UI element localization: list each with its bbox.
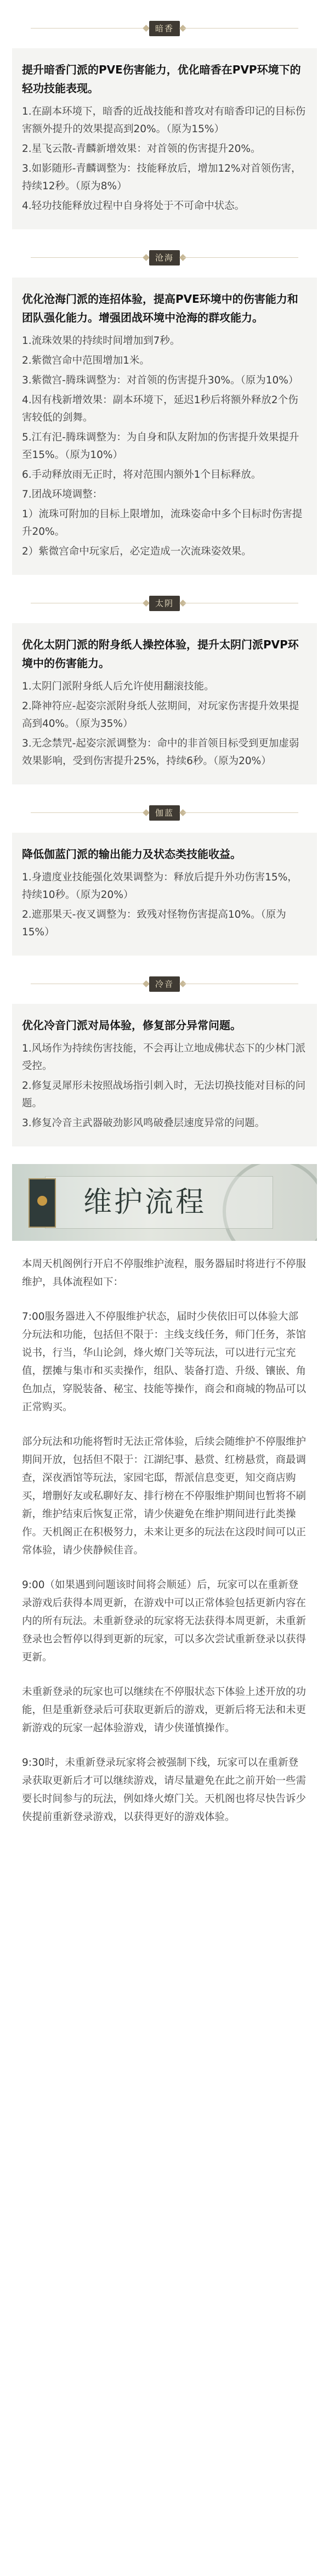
section-body <box>12 1004 317 1146</box>
section-title: 沧海 <box>149 250 180 265</box>
section-jialan <box>0 801 329 956</box>
diamond-ornament-icon <box>143 25 150 32</box>
seal-ornament-icon <box>29 1178 56 1228</box>
section-lead: 优化沧海门派的连招体验，提高PVE环境中的伤害能力和团队强化能力。增强团战环境中沧海的群攻能力。 <box>22 292 298 324</box>
section-header <box>0 246 329 270</box>
section-title: 太阴 <box>149 596 180 611</box>
change-item: 2.修复灵犀形未按照战场指引刺入时，无法切换技能对目标的问题。 <box>22 1080 306 1109</box>
change-item: 1）流珠可附加的目标上限增加，流珠姿命中多个目标时伤害提升20%。 <box>22 509 303 538</box>
notice-paragraph: 9:00（如果遇到问题该时间将会顺延）后，玩家可以在重新登录游戏后获得本周更新，在游戏中可以正常体验包括更新内容在内的所有玩法。未重新登录的玩家将无法获得本周更新，未重新登录也会暂停以得到更新的玩家，可以多次尝试重新登录以获得更新。 <box>22 1579 307 1663</box>
divider-line <box>183 812 298 813</box>
maintenance-notice <box>0 1241 329 1826</box>
section-body <box>12 833 317 956</box>
change-item: 4.轻功技能释放过程中自身将处于不可命中状态。 <box>22 200 245 212</box>
change-item: 4.因有栈新增效果：副本环境下，延迟1秒后将额外释放2个伤害较低的剑舞。 <box>22 394 298 423</box>
section-lead: 提升暗香门派的PVE伤害能力，优化暗香在PVP环境下的轻功技能表现。 <box>22 63 301 95</box>
diamond-ornament-icon <box>143 254 150 261</box>
banner-title: 维护流程 <box>83 1186 207 1219</box>
section-header <box>0 16 329 41</box>
section-body <box>12 278 317 575</box>
section-body <box>12 48 317 229</box>
section-canghai <box>0 246 329 575</box>
section-anxiang <box>0 16 329 229</box>
section-title: 冷音 <box>149 976 180 992</box>
change-item: 2.星飞云散-青麟新增效果：对首领的伤害提升20%。 <box>22 143 261 155</box>
page <box>0 16 329 1826</box>
change-item: 7.团战环境调整： <box>22 489 103 500</box>
notice-paragraph: 本周天机阁例行开启不停服维护流程，服务器届时将进行不停服维护，具体流程如下： <box>22 1258 307 1288</box>
section-taiyin <box>0 591 329 784</box>
section-lead: 优化太阴门派的附身纸人操控体验，提升太阴门派PVP环境中的伤害能力。 <box>22 638 299 670</box>
section-header <box>0 801 329 825</box>
section-header <box>0 972 329 996</box>
change-item: 3.修复冷音主武器破劲影风鸣破叠层速度异常的问题。 <box>22 1117 265 1129</box>
notice-paragraph: 部分玩法和功能将暂时无法正常体验，后续会随维护不停服维护期间开放，包括但不限于：江湖纪事、悬赏、红榜悬赏，商最调查，深夜酒馆等玩法，家园宅邸，帮派信息变更，知交商店购买，增删好友或私聊好友、排行榜在不停服维护期间也暂将不刷新，维护结束后恢复正常，请少侠避免在维护期间进行此类操作。天机阁正在积极努力，未来让更多的玩法在这段时间可以正常体验，请少侠静候佳音。 <box>22 1436 307 1556</box>
divider-line <box>31 28 146 29</box>
section-lead: 优化冷音门派对局体验，修复部分异常问题。 <box>22 1019 241 1032</box>
section-title: 暗香 <box>149 21 180 36</box>
section-body <box>12 623 317 784</box>
change-item: 5.江有汜-腾珠调整为：为自身和队友附加的伤害提升效果提升至15%。（原为10%） <box>22 432 299 461</box>
change-item: 3.如影随形-青麟调整为：技能释放后，增加12%对首领伤害，持续12秒。（原为8%） <box>22 163 302 192</box>
diamond-ornament-icon <box>143 809 150 816</box>
notice-paragraph: 未重新登录的玩家也可以继续在不停服状态下体验上述开放的功能，但是重新登录后可获取更新后的游戏，更新后将无法和未更新游戏的玩家一起体验游戏，请少侠谨慎操作。 <box>22 1686 307 1734</box>
change-item: 1.流珠效果的持续时间增加到7秒。 <box>22 335 180 347</box>
notice-paragraph: 9:30时，未重新登录玩家将会被强制下线，玩家可以在重新登录获取更新后才可以继续游戏，请尽量避免在此之前开始一些需要长时间参与的玩法，例如烽火燎门关。天机阁也将尽快告诉少侠提前重新登录游戏，以获得更好的游戏体验。 <box>22 1757 307 1823</box>
notice-paragraph: 7:00服务器进入不停服维护状态，届时少侠依旧可以体验大部分玩法和功能，包括但不限于：主线支线任务，师门任务，茶馆说书，行当，华山论剑，烽火燎门关等玩法，可以进行元宝充值，摆摊与集市和买卖操作，组队、装备打造、升级、镶嵌、角色加点，穿脱装备、秘宝、技能等操作，商会和商城的物品可以正常购买。 <box>22 1311 307 1413</box>
section-title: 伽蓝 <box>149 805 180 821</box>
divider-line <box>183 257 298 258</box>
divider-line <box>31 257 146 258</box>
section-lengyin <box>0 972 329 1146</box>
diamond-ornament-icon <box>143 980 150 987</box>
change-item: 1.在副本环境下，暗香的近战技能和普攻对有暗香印记的目标伤害额外提升的效果提高到20%。（原为15%） <box>22 106 306 135</box>
change-item: 2）紫微宫命中玩家后，必定造成一次流珠姿效果。 <box>22 546 252 557</box>
change-item: 1.风场作为持续伤害技能，不会再让立地成佛状态下的少林门派受控。 <box>22 1043 306 1072</box>
change-item: 2.遮那果天-夜叉调整为：致残对怪物伤害提高10%。（原为15%） <box>22 909 286 938</box>
change-item: 2.降神符应-起姿宗派附身纸人弦期间，对玩家伤害提升效果提高到40%。（原为35%） <box>22 701 299 730</box>
change-item: 6.手动释放雨无正时，将对范围内额外1个目标释放。 <box>22 469 262 481</box>
change-item: 1.身遗度业技能强化效果调整为：释放后提升外功伤害15%，持续10秒。（原为20%） <box>22 872 298 901</box>
section-lead: 降低伽蓝门派的输出能力及状态类技能收益。 <box>22 848 241 861</box>
diamond-ornament-icon <box>143 600 150 607</box>
change-item: 2.紫微宫命中范围增加1米。 <box>22 355 150 366</box>
section-header <box>0 591 329 615</box>
change-item: 1.太阴门派附身纸人后允许使用翻滚技能。 <box>22 681 214 692</box>
change-item: 3.紫微宫-腾珠调整为：对首领的伤害提升30%。（原为10%） <box>22 375 299 386</box>
divider-line <box>31 812 146 813</box>
maintenance-banner <box>12 1164 317 1241</box>
divider-line <box>183 28 298 29</box>
change-item: 3.无念禁咒-起姿宗派调整为：命中的非首领目标受到更加虚弱效果影响，受到伤害提升25%，持续6秒。（原为20%） <box>22 738 299 767</box>
